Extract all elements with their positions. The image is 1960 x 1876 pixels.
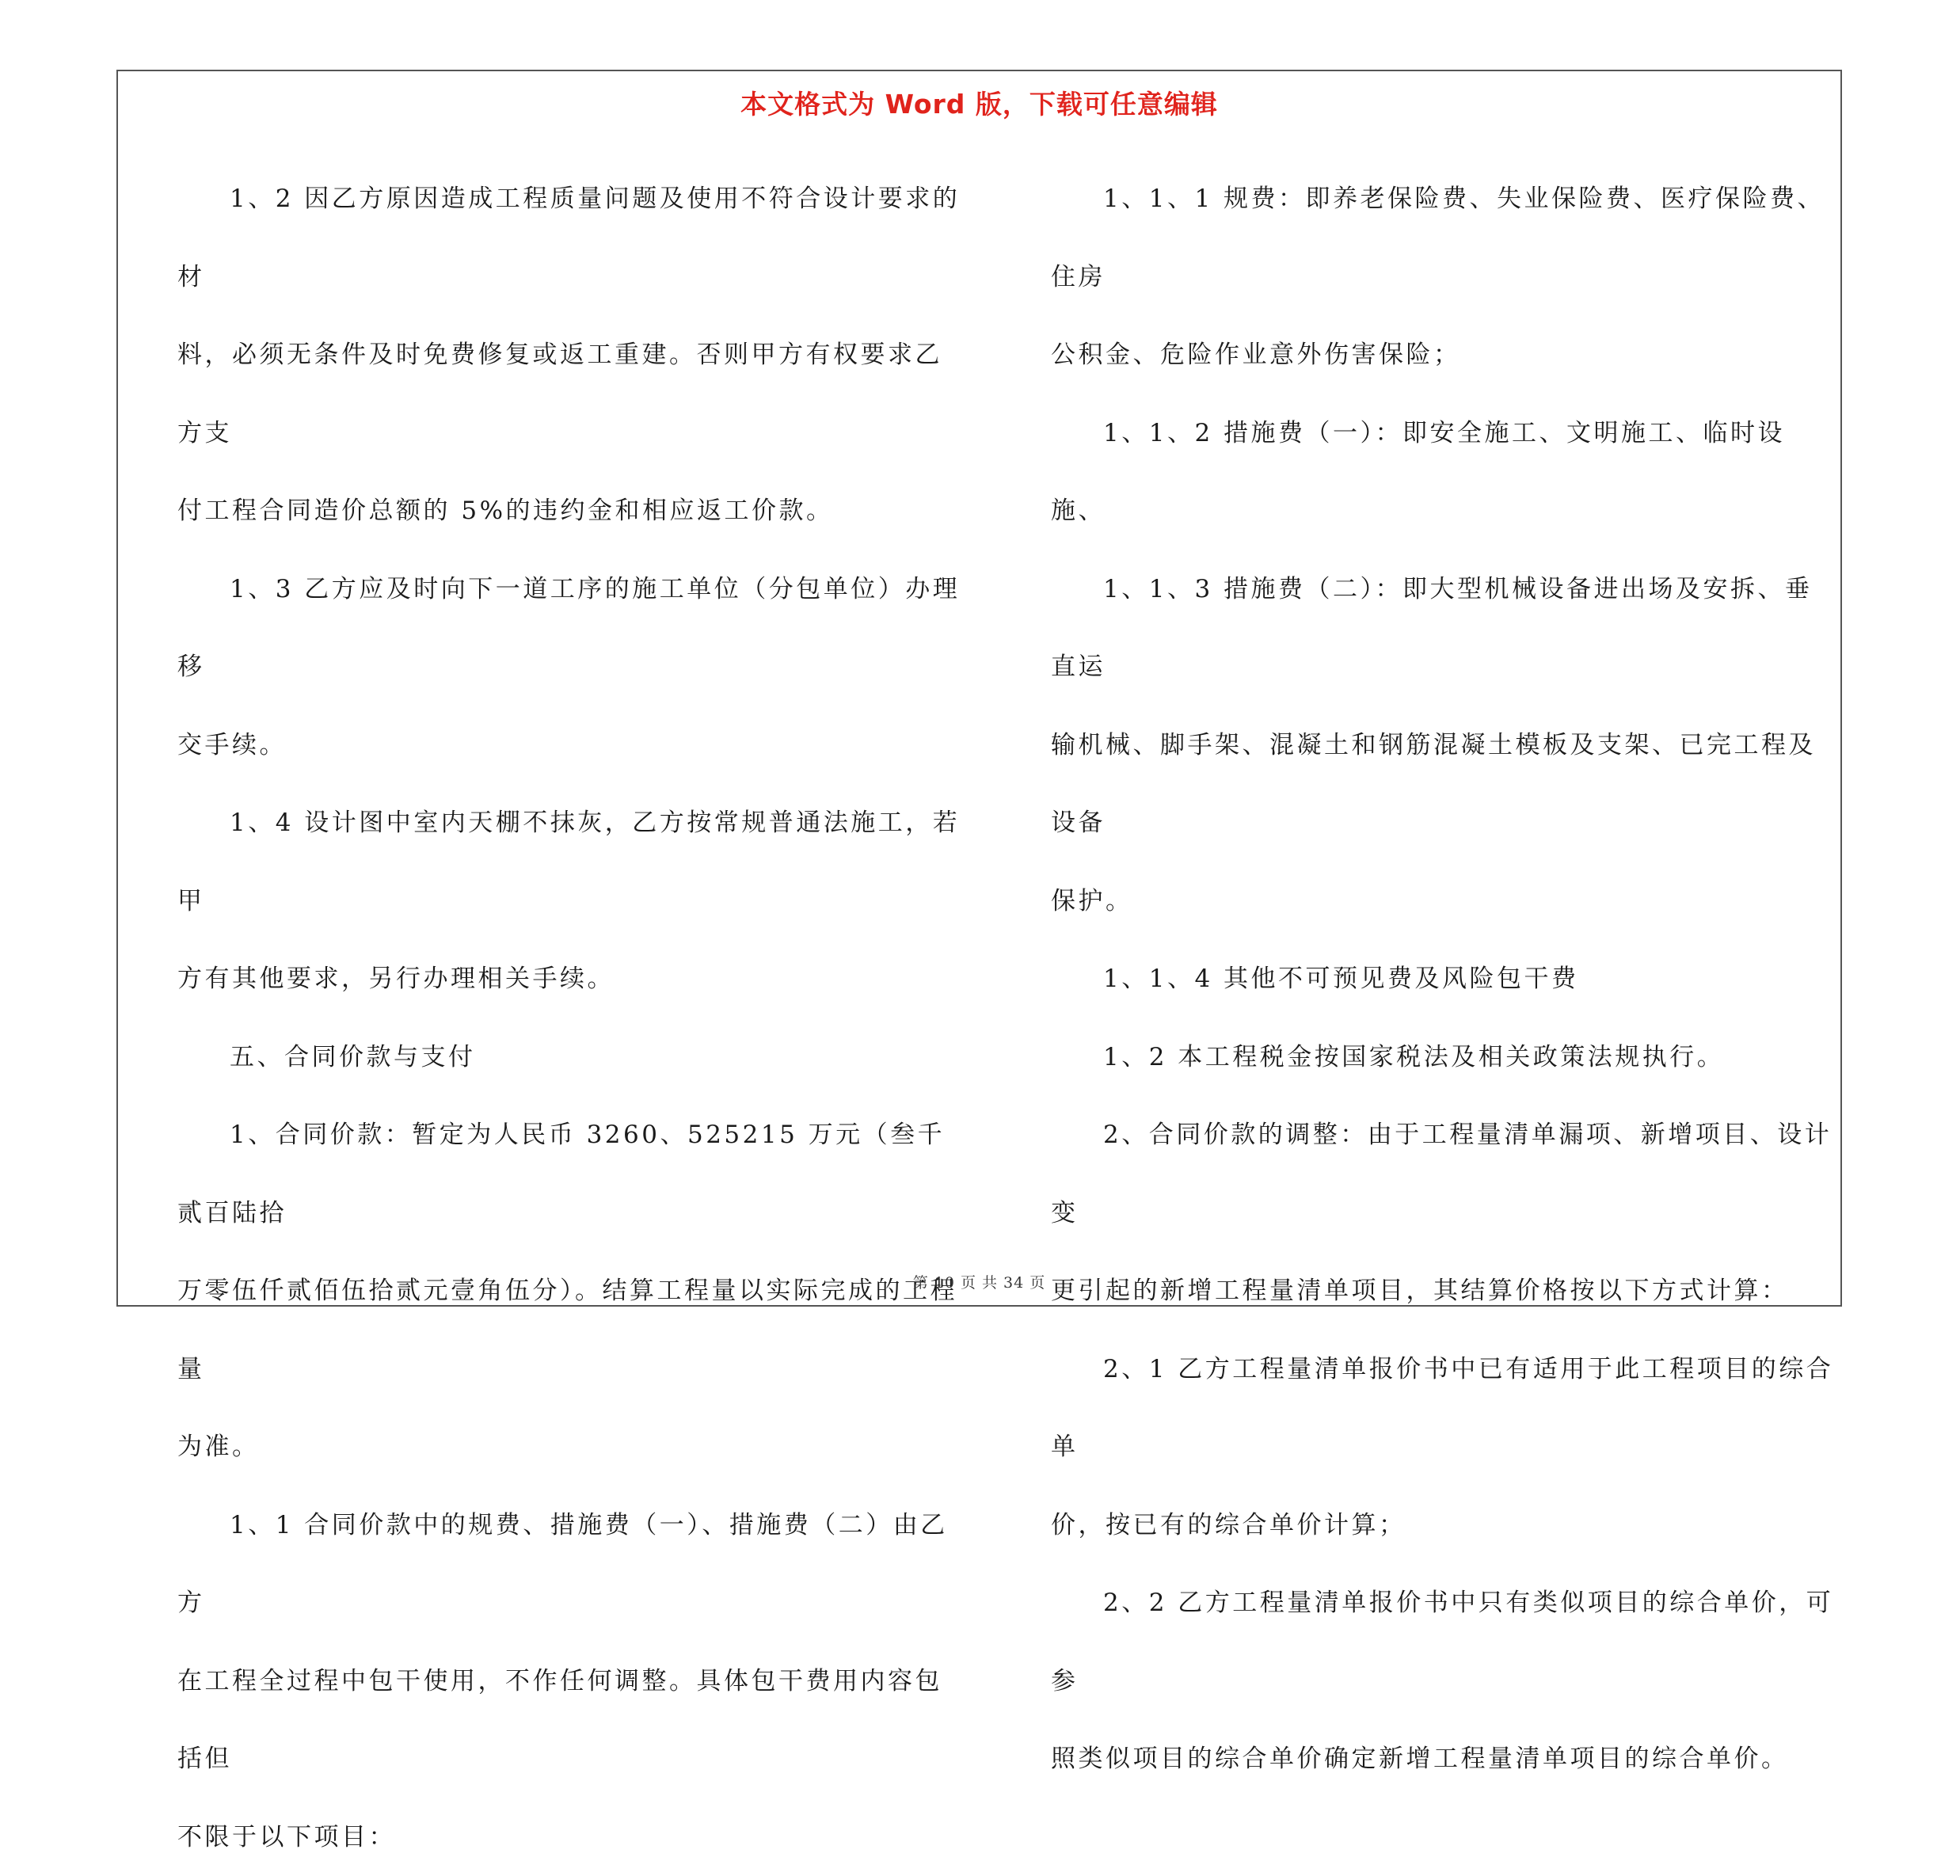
- text-line: 1、3 乙方应及时向下一道工序的施工单位（分包单位）办理移: [177, 550, 961, 706]
- text-line: 交手续。: [177, 706, 961, 785]
- text-line: 2、合同价款的调整：由于工程量清单漏项、新增项目、设计变: [1051, 1096, 1835, 1252]
- text-line: 公积金、危险作业意外伤害保险；: [1051, 316, 1835, 394]
- text-line: 方有其他要求，另行办理相关手续。: [177, 940, 961, 1018]
- text-line: 1、2 本工程税金按国家税法及相关政策法规执行。: [1051, 1018, 1835, 1097]
- text-line: 在工程全过程中包干使用，不作任何调整。具体包干费用内容包括但: [177, 1642, 961, 1798]
- text-line: 万零伍仟贰佰伍拾贰元壹角伍分）。结算工程量以实际完成的工程量: [177, 1252, 961, 1408]
- text-line: 1、1、1 规费：即养老保险费、失业保险费、医疗保险费、住房: [1051, 160, 1835, 316]
- text-line: 输机械、脚手架、混凝土和钢筋混凝土模板及支架、已完工程及设备: [1051, 706, 1835, 862]
- text-line: 料，必须无条件及时免费修复或返工重建。否则甲方有权要求乙方支: [177, 316, 961, 472]
- text-line: 付工程合同造价总额的 5%的违约金和相应返工价款。: [177, 472, 961, 550]
- text-line: 照类似项目的综合单价确定新增工程量清单项目的综合单价。: [1051, 1720, 1835, 1798]
- page-frame: [116, 70, 1842, 1307]
- text-line: 价，按已有的综合单价计算；: [1051, 1486, 1835, 1565]
- text-line: 保护。: [1051, 862, 1835, 941]
- text-line: 2、2 乙方工程量清单报价书中只有类似项目的综合单价，可参: [1051, 1564, 1835, 1720]
- right-column: [1051, 160, 1835, 1798]
- header-banner: 本文格式为 Word 版，下载可任意编辑: [118, 84, 1840, 121]
- text-line: 1、合同价款：暂定为人民币 3260、525215 万元（叁千贰百陆拾: [177, 1096, 961, 1252]
- text-line: 1、1、4 其他不可预见费及风险包干费: [1051, 940, 1835, 1018]
- page-footer: 第 10 页 共 34 页: [118, 1271, 1840, 1292]
- text-line: 不限于以下项目：: [177, 1798, 961, 1876]
- text-line: 1、4 设计图中室内天棚不抹灰，乙方按常规普通法施工，若甲: [177, 784, 961, 940]
- text-line: 1、1 合同价款中的规费、措施费（一）、措施费（二）由乙方: [177, 1486, 961, 1642]
- text-line: 五、合同价款与支付: [177, 1018, 961, 1097]
- left-column: [177, 160, 961, 1876]
- text-line: 为准。: [177, 1408, 961, 1486]
- text-line: 1、1、3 措施费（二）：即大型机械设备进出场及安拆、垂直运: [1051, 550, 1835, 706]
- text-line: 1、2 因乙方原因造成工程质量问题及使用不符合设计要求的材: [177, 160, 961, 316]
- text-line: 2、1 乙方工程量清单报价书中已有适用于此工程项目的综合单: [1051, 1330, 1835, 1486]
- text-line: 1、1、2 措施费（一）：即安全施工、文明施工、临时设施、: [1051, 394, 1835, 550]
- text-line: 更引起的新增工程量清单项目，其结算价格按以下方式计算：: [1051, 1252, 1835, 1330]
